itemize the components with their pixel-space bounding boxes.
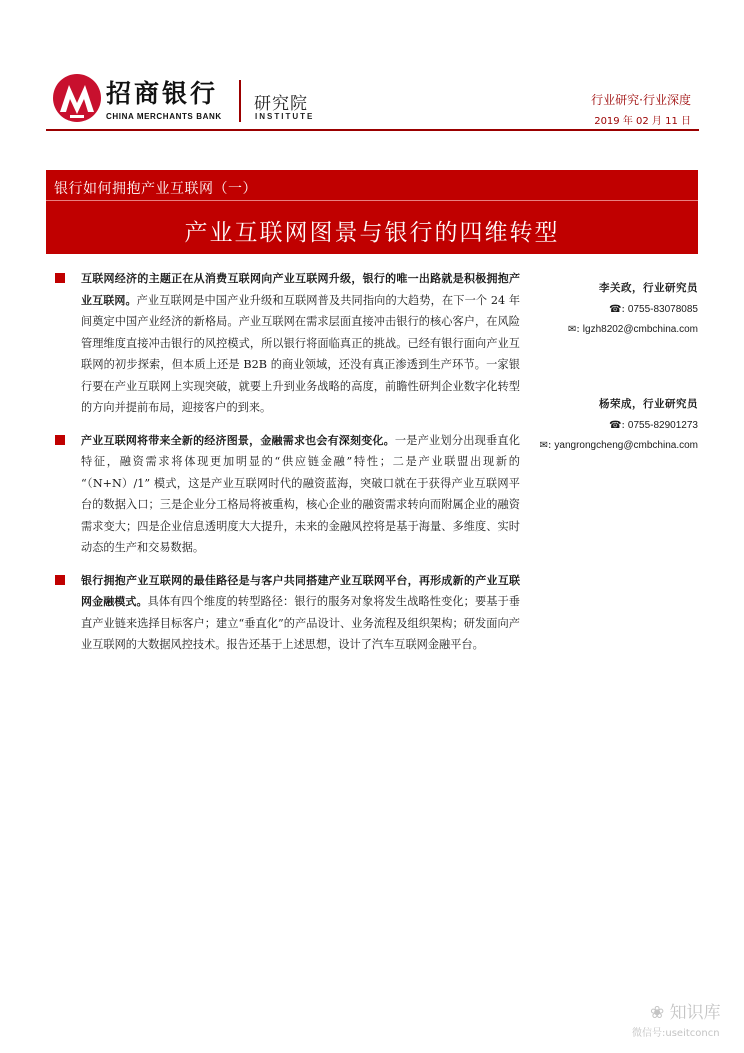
banner-divider <box>46 200 698 201</box>
phone-icon: ☎: <box>609 304 625 315</box>
paragraph-lead: 互联网经济的主题正在从消费互联网向产业互联网升级，银行的唯一出路就是积极拥抱产业互联网。 <box>81 272 520 307</box>
header-rule <box>46 129 699 131</box>
institute-name-en: INSTITUTE <box>255 112 315 121</box>
paragraph-text: 一是产业划分出现垂直化特征，融资需求将体现更加明显的“供应链金融”特性；二是产业联盟出现新的 “（N+N）/1” 模式，这是产业互联网时代的融资蓝海，突破口就在于获得产业互联网平台的数据入口；三是企业分工格局将被重构，核心企业的融资需求转向而附属企业的融资需求变大；四是企业信息透明度大大提升，未来的金融风控将是基于海量、多维度、实时动态的生产和交易数据。 <box>81 433 520 554</box>
analyst-phone-row <box>488 304 698 315</box>
bullet-icon <box>55 435 65 445</box>
bullet-icon <box>55 575 65 585</box>
mail-icon: ✉: <box>568 324 580 335</box>
watermark-logo-text: 知识库 <box>669 1003 721 1023</box>
summary-paragraph <box>55 430 520 559</box>
brand-name-cn: 招商银行 <box>106 79 219 108</box>
mail-icon: ✉: <box>539 440 552 451</box>
analyst-block <box>488 396 698 451</box>
analyst-email-row <box>488 324 698 335</box>
analyst-email-row <box>488 440 698 451</box>
report-date: 2019 年 02 月 11 日 <box>594 116 691 127</box>
paragraph-text: 具体有四个维度的转型路径：银行的服务对象将发生战略性变化；要基于垂直产业链来选择目标客户；建立“垂直化”的产品设计、业务流程及组织架构；研发面向产业互联网的大数据风控技术。报告还基于上述思想，设计了汽车互联网金融平台。 <box>81 595 520 651</box>
summary-paragraph <box>55 268 520 419</box>
analyst-name: 李关政，行业研究员 <box>599 282 698 294</box>
analyst-phone: 0755-83078085 <box>627 304 698 315</box>
summary-body <box>55 268 520 667</box>
report-type: 行业研究·行业深度 <box>591 93 691 107</box>
header-divider <box>239 80 241 122</box>
phone-icon: ☎: <box>609 420 625 431</box>
paragraph-lead: 产业互联网将带来全新的经济图景，金融需求也会有深刻变化。 <box>81 433 395 447</box>
cmb-logo <box>52 73 102 123</box>
summary-paragraph <box>55 570 520 656</box>
analyst-name: 杨荣成，行业研究员 <box>599 398 698 410</box>
title-banner <box>46 170 698 254</box>
analyst-phone-row <box>488 420 698 431</box>
wechat-icon: ❀ <box>650 1003 670 1023</box>
watermark-id: 微信号:useitconcn <box>632 1028 720 1039</box>
paragraph-lead: 银行拥抱产业互联网的最佳路径是与客户共同搭建产业互联网平台，再形成新的产业互联网金融模式。 <box>81 573 520 608</box>
series-title: 银行如何拥抱产业互联网（一） <box>54 181 257 197</box>
brand-name-en: CHINA MERCHANTS BANK <box>106 112 222 121</box>
watermark-logo <box>650 998 721 1023</box>
analyst-block <box>488 280 698 335</box>
analyst-phone: 0755-82901273 <box>627 420 698 431</box>
analyst-email[interactable]: lgzh8202@cmbchina.com <box>582 324 698 335</box>
institute-name-cn: 研究院 <box>254 94 308 114</box>
report-title: 产业互联网图景与银行的四维转型 <box>184 220 560 246</box>
analyst-email[interactable]: yangrongcheng@cmbchina.com <box>554 440 698 451</box>
bullet-icon <box>55 273 65 283</box>
paragraph-text: 产业互联网是中国产业升级和互联网普及共同指向的大趋势，在下一个 24 年间奠定中国产业经济的新格局。产业互联网在需求层面直接冲击银行的核心客户，在风险管理维度直接冲击银行的风控模式，所以银行将面临真正的挑战。已经有银行面向产业互联网的初步探索，但本质上还是 B2B 的商业领域，还没有真正渗透到生产环节。一家银行要在产业互联网上实现突破，就要上升到业务战略的高度，前瞻性研判企业数字化转型的方向并提前布局，迎接客户的到来。 <box>81 293 521 414</box>
